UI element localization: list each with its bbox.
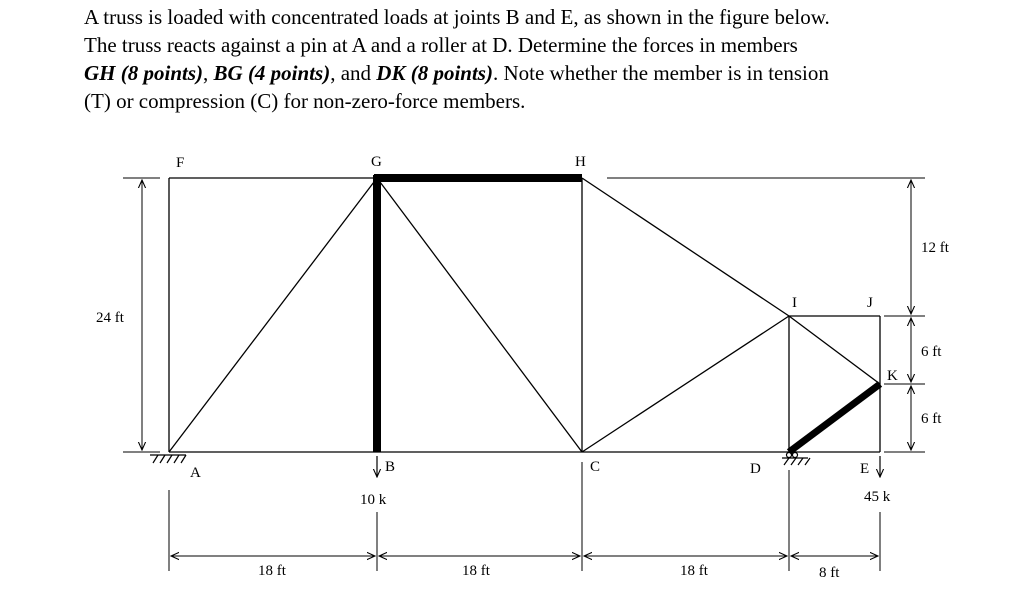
dim-right-extensions [607,178,925,452]
joint-label-k: K [887,368,898,384]
joint-label-g: G [371,154,382,170]
joint-label-j: J [867,295,873,311]
member-ag [169,178,377,452]
joint-label-d: D [750,461,761,477]
load-e-label: 45 k [864,489,891,505]
dim-span-de-label: 8 ft [819,565,840,581]
dim-total-height-label: 24 ft [96,310,124,326]
member-bg-label: BG (4 points) [213,61,331,85]
joint-label-c: C [590,459,601,475]
joint-label-e: E [860,461,870,477]
dim-span-ab-label: 18 ft [258,563,286,579]
load-b-label: 10 k [360,492,387,508]
dim-upper-right-label: 12 ft [921,240,949,256]
problem-line-2: The truss reacts against a pin at A and a roller at D. Determine the forces in members [84,33,798,57]
member-dk-highlight [789,384,880,452]
highlighted-members [374,175,880,452]
text-sep-3: . Note whether the member is in tension [492,61,829,85]
member-ci [582,316,789,452]
member-ik [789,316,880,384]
dim-lower-right-label: 6 ft [921,411,942,427]
member-gh-label: GH (8 points) [84,61,204,85]
text-sep-1: , [203,61,214,85]
joint-label-a: A [190,465,201,481]
dim-bottom-extensions [169,462,880,571]
joint-label-h: H [575,154,586,170]
truss-members [169,178,880,452]
member-dk-label: DK (8 points) [376,61,493,85]
dim-mid-right-label: 6 ft [921,344,942,360]
member-gc [377,178,582,452]
dim-span-bc-label: 18 ft [462,563,490,579]
roller-support-d [782,453,810,466]
pin-support-a [150,455,186,463]
member-hi [582,178,789,316]
dim-span-cd-label: 18 ft [680,563,708,579]
problem-line-1: A truss is loaded with concentrated loads at joints B and E, as shown in the figure below. [84,5,830,29]
problem-line-4: (T) or compression (C) for non-zero-force members. [84,89,526,113]
joint-label-b: B [385,459,396,475]
text-sep-2: , and [330,61,377,85]
joint-label-i: I [792,295,797,311]
joint-label-f: F [176,155,185,171]
dim-total-height [123,178,160,452]
